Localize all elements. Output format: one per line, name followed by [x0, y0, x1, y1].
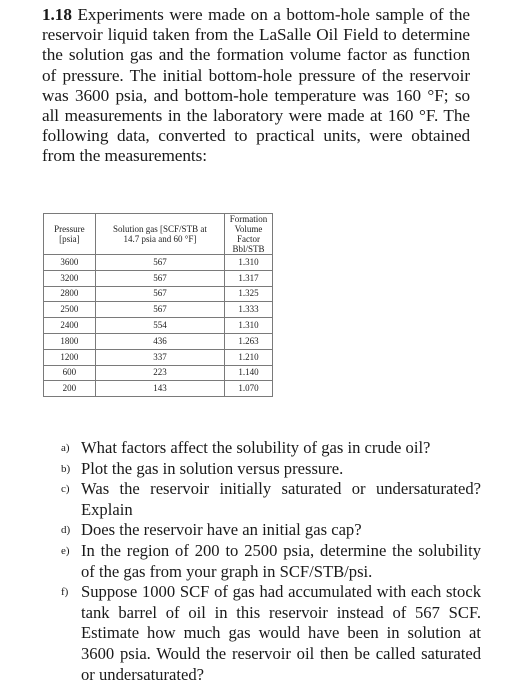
cell-solution-gas: 567 [95, 270, 224, 286]
data-table [43, 213, 273, 397]
cell-pressure: 200 [44, 381, 96, 397]
cell-pressure: 2500 [44, 302, 96, 318]
cell-solution-gas: 143 [95, 381, 224, 397]
cell-fvf: 1.263 [225, 333, 273, 349]
cell-pressure: 2800 [44, 286, 96, 302]
cell-solution-gas: 567 [95, 255, 224, 271]
cell-solution-gas: 223 [95, 365, 224, 381]
cell-fvf: 1.310 [225, 318, 273, 334]
question-list [61, 438, 481, 685]
question-label: d) [61, 524, 71, 537]
cell-solution-gas: 567 [95, 286, 224, 302]
data-table-container [43, 213, 273, 397]
table-row [44, 349, 273, 365]
cell-fvf: 1.333 [225, 302, 273, 318]
question-text: Does the reservoir have an initial gas cap? [81, 520, 362, 540]
cell-fvf: 1.210 [225, 349, 273, 365]
question-label: c) [61, 483, 70, 496]
question-text: In the region of 200 to 2500 psia, determine the solubility of the gas from your graph in SCF/STB/psi. [81, 540, 481, 581]
cell-fvf: 1.317 [225, 270, 273, 286]
header-solution-gas: Solution gas [SCF/STB at 14.7 psia and 60 °F] [95, 214, 224, 255]
question-text: What factors affect the solubility of gas in crude oil? [81, 438, 431, 457]
table-row [44, 318, 273, 334]
question-item [61, 520, 481, 541]
cell-pressure: 600 [44, 365, 96, 381]
table-header-row [44, 214, 273, 255]
table-row [44, 270, 273, 286]
cell-solution-gas: 554 [95, 318, 224, 334]
cell-pressure: 2400 [44, 318, 96, 334]
cell-solution-gas: 567 [95, 302, 224, 318]
table-row [44, 333, 273, 349]
problem-statement [42, 5, 470, 167]
question-label: f) [61, 586, 69, 599]
cell-pressure: 3200 [44, 270, 96, 286]
problem-text: Experiments were made on a bottom-hole sample of the reservoir liquid taken from the LaSalle Oil Field to determine the solution gas and the formation volume factor as function of pressure. The initial bottom-hole pressure of the reservoir was 3600 psia, and bottom-hole temperature was 160 °F; so all measurements in the laboratory were made at 160 °F. The following data, converted to practical units, were obtained from the measurements: [42, 5, 470, 166]
problem-number: 1.18 [42, 5, 72, 24]
cell-solution-gas: 436 [95, 333, 224, 349]
question-item [61, 541, 481, 582]
question-label: b) [61, 462, 71, 475]
question-label: a) [61, 442, 70, 454]
table-row [44, 286, 273, 302]
cell-pressure: 1200 [44, 349, 96, 365]
question-text: Suppose 1000 SCF of gas had accumulated with each stock tank barrel of oil in this reservoir instead of 567 SCF. Estimate how much gas would have been in solution at 3600 psia. Would the reservoir oil then be called saturated or undersaturated? [81, 582, 481, 684]
cell-fvf: 1.310 [225, 255, 273, 271]
table-row [44, 365, 273, 381]
question-text: Plot the gas in solution versus pressure. [81, 458, 344, 478]
table-row [44, 381, 273, 397]
cell-pressure: 3600 [44, 255, 96, 271]
cell-fvf: 1.070 [225, 381, 273, 397]
table-row [44, 255, 273, 271]
cell-solution-gas: 337 [95, 349, 224, 365]
question-item [61, 582, 481, 685]
cell-fvf: 1.325 [225, 286, 273, 302]
question-item [61, 459, 481, 480]
cell-pressure: 1800 [44, 333, 96, 349]
question-text: Was the reservoir initially saturated or undersaturated? Explain [81, 479, 481, 519]
table-row [44, 302, 273, 318]
question-label: e) [61, 544, 70, 557]
header-pressure: Pressure [psia] [44, 214, 96, 255]
question-item [61, 479, 481, 520]
cell-fvf: 1.140 [225, 365, 273, 381]
header-formation-volume-factor: Formation Volume Factor Bbl/STB [225, 214, 273, 255]
question-item [61, 438, 481, 459]
